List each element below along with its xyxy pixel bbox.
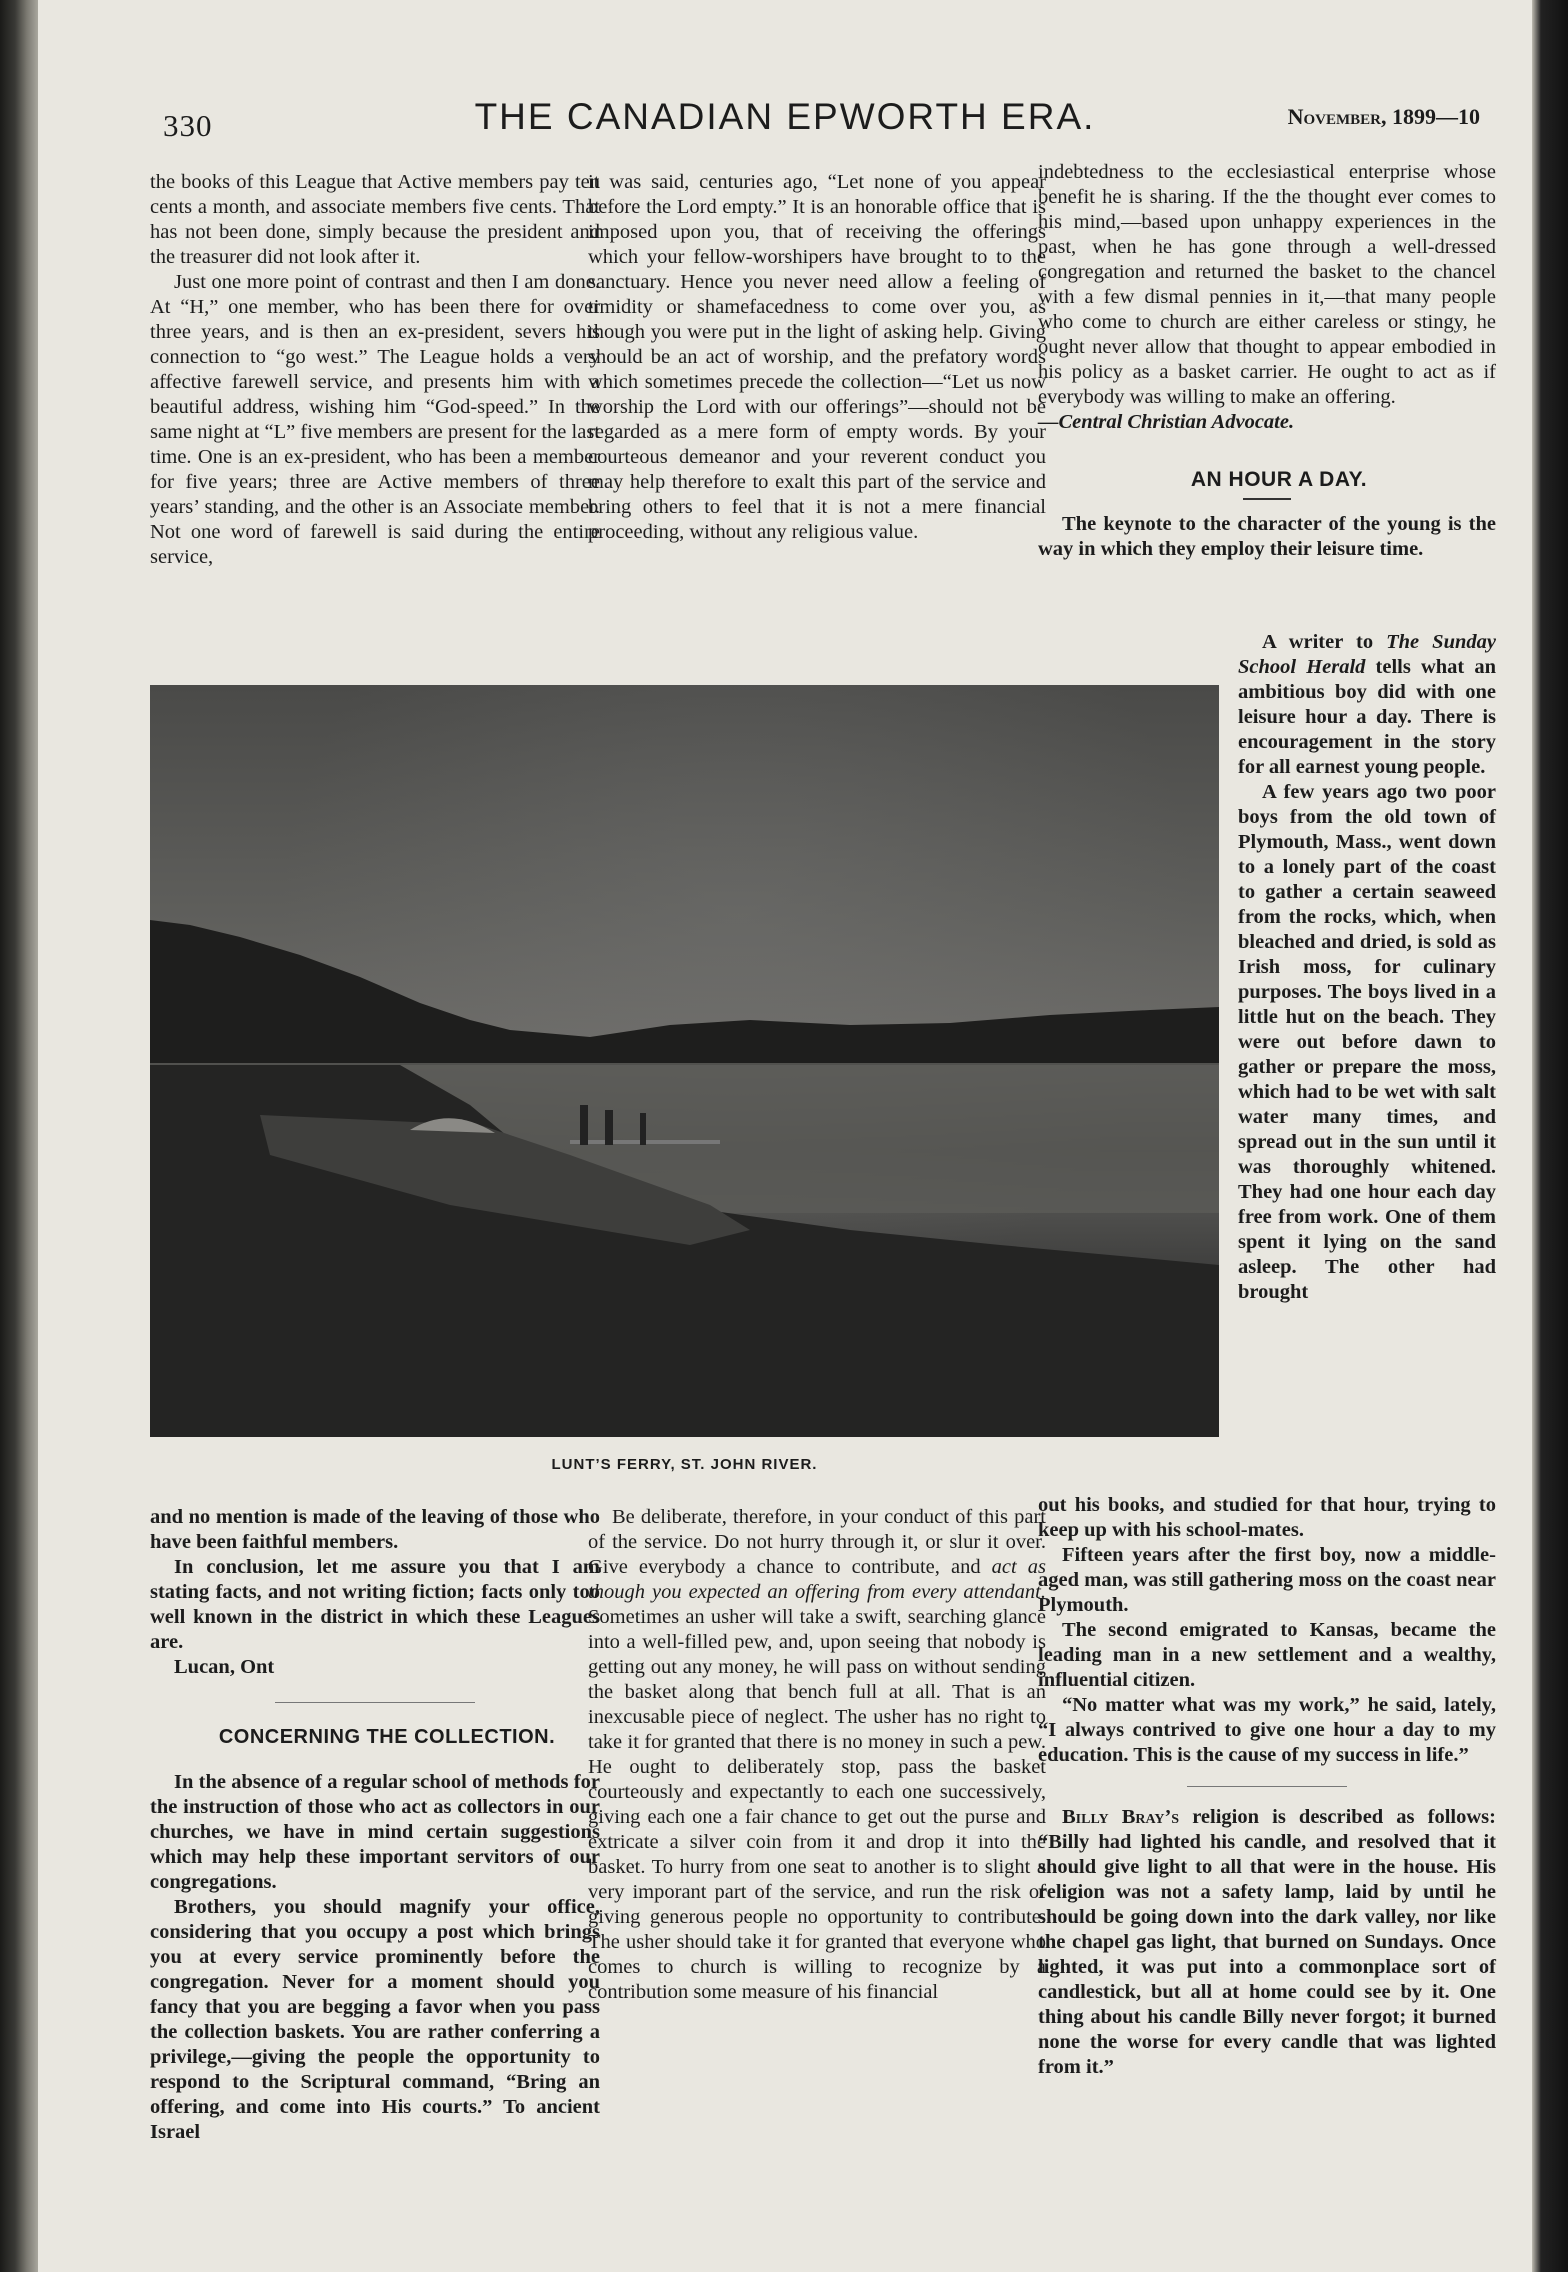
- column-3-bottom: [1038, 1493, 1496, 2080]
- section-divider: [275, 1702, 475, 1703]
- scan-edge-right: [1532, 0, 1568, 2272]
- column-2-top: [588, 170, 1046, 545]
- paragraph: A few years ago two poor boys from the old town of Plymouth, Mass., went down to a lonely part of the coast to gather a certain seaweed from the rocks, which, when bleached and dried, is sold as Irish moss, for culinary purposes. The boys lived in a little hut on the beach. They were out before dawn to gather or prepare the moss, which had to be wet with salt water many times, and spread out in the sun until it was thoroughly whitened. They had one hour each day free from work. One of them spent it lying on the sand asleep. The other had brought: [1238, 781, 1496, 1303]
- page-number: 330: [163, 108, 213, 143]
- paragraph: it was said, centuries ago, “Let none of you appear before the Lord empty.” It is an honorable office that is imposed upon you, that of receiving the offerings which your fellow-worshipers have brought to to the sanctuary. Hence you never need allow a feeling of timidity or shamefacedness to come over you, as though you were put in the light of asking help. Giving should be an act of worship, and the prefatory words which sometimes precede the collection—“Let us now worship the Lord with our offerings”—should not be regarded as a mere form of empty words. By your courteous demeanor and your reverent conduct you may help therefore to exalt this part of the service and bring others to feel that it is not a mere financial proceeding, without any religious value.: [588, 171, 1046, 543]
- paragraph: the books of this League that Active members pay ten cents a month, and associate members five cents. That has not been done, simply because the president and the treasurer did not look after it.: [150, 171, 600, 268]
- signoff: Lucan, Ont: [174, 1656, 275, 1678]
- photo-scene: [150, 685, 1219, 1437]
- tree-line: [150, 920, 1219, 1065]
- paragraph: indebtedness to the ecclesiastical enterprise whose benefit he is sharing. If the the thought ever comes to his mind,—based upon unhappy experiences in the past, when he has gone through a well-dressed congregation and returned the basket to the chancel with a few dismal pennies in it,—that many people who come to church are either careless or stingy, he ought never allow that thought to appear embodied in his policy as a basket carrier. He ought to act as if everybody was willing to make an offering.: [1038, 161, 1496, 408]
- attribution: —Central Christian Advocate.: [1038, 411, 1295, 433]
- paragraph: and no mention is made of the leaving of those who have been faithful members.: [150, 1506, 600, 1553]
- figure: [605, 1110, 613, 1145]
- section-heading-collection: CONCERNING THE COLLECTION.: [218, 1726, 556, 1748]
- magazine-page: [38, 0, 1532, 2272]
- paragraph: “No matter what was my work,” he said, lately, “I always contrived to give one hour a day to my education. This is the cause of my success in life.”: [1038, 1694, 1496, 1766]
- page-header: [38, 88, 1532, 148]
- masthead-title: THE CANADIAN EPWORTH ERA.: [474, 96, 1096, 137]
- paragraph: out his books, and studied for that hour, trying to keep up with his school-mates.: [1038, 1494, 1496, 1541]
- paragraph: Billy Bray’s religion is described as follows: “Billy had lighted his candle, and resolved that it should give light to all that were in the house. His religion was not a safety lamp, laid by until he should be going down into the dark valley, nor like the chapel gas light, that burned on Sundays. Once lighted, it was put into a commonplace sort of candlestick, but all at home could see by it. One thing about his candle Billy never forgot; it burned none the worse for every candle that was lighted from it.”: [1038, 1806, 1496, 2078]
- paragraph: Be deliberate, therefore, in your conduct of this part of the service. Do not hurry through it, or slur it over. Give everybody a chance to contribute, and act as though you expected an offering from every attendant. Sometimes an usher will take a swift, searching glance into a well-filled pew, and, upon seeing that nobody is getting out any money, he will pass on without sending the basket along that bench full at all. That is an inexcusable piece of neglect. The usher has no right to take it for granted that there is no money in such a pew. He ought to deliberately stop, pass the basket courteously and expectantly to each one successively, giving each one a fair chance to get out the purse and extricate a silver coin from it and drop it into the basket. To hurry from one seat to another is to slight a very imporant part of the service, and run the risk of giving generous people no opportunity to contribute. The usher should take it for granted that everyone who comes to church is willing to recognize by a contribution some measure of his financial: [588, 1506, 1046, 2003]
- photo-caption: LUNT’S FERRY, ST. JOHN RIVER.: [551, 1456, 818, 1473]
- paragraph: Just one more point of contrast and then I am done. At “H,” one member, who has been there for over three years, and is then an ex-president, severs his connection to “go west.” The League holds a very affective farewell service, and presents him with a beautiful address, wishing him “God-speed.” In the same night at “L” five members are present for the last time. One is an ex-president, who has been a member for five years; three are Active members of three years’ standing, and the other is an Associate member. Not one word of farewell is said during the entire service,: [150, 271, 600, 568]
- ferry-photograph: [150, 685, 1219, 1437]
- issue-date: November, 1899—10: [1287, 104, 1480, 129]
- heading-rule: [1243, 498, 1291, 500]
- paragraph: In conclusion, let me assure you that I am stating facts, and not writing fiction; facts only too well known in the district in which these Leagues are.: [150, 1556, 600, 1653]
- column-1-bottom: [150, 1505, 600, 2145]
- column-3-top: [1038, 160, 1496, 562]
- paragraph: The second emigrated to Kansas, became the leading man in a new settlement and a wealthy, influential citizen.: [1038, 1619, 1496, 1691]
- paragraph: Brothers, you should magnify your office, considering that you occupy a post which brings you at every service prominently before the congregation. Never for a moment should you fancy that you are begging a favor when you pass the collection baskets. You are rather conferring a privilege,—giving the people the opportunity to respond to the Scriptural command, “Bring an offering, and come into His courts.” To ancient Israel: [150, 1896, 600, 2143]
- paragraph: In the absence of a regular school of methods for the instruction of those who act as collectors in our churches, we have in mind certain suggestions which may help these important servitors of our congregations.: [150, 1771, 600, 1893]
- figure: [640, 1113, 646, 1145]
- paragraph: A writer to The Sunday School Herald tells what an ambitious boy did with one leisure hour a day. There is encouragement in the story for all earnest young people.: [1238, 631, 1496, 778]
- paragraph: Fifteen years after the first boy, now a middle-aged man, was still gathering moss on the coast near Plymouth.: [1038, 1544, 1496, 1616]
- scan-binding-left: [0, 0, 38, 2272]
- figure: [580, 1105, 588, 1145]
- column-3-wrap: [1238, 630, 1496, 1305]
- column-1-top: [150, 170, 600, 570]
- section-heading-hour-a-day: AN HOUR A DAY.: [1190, 468, 1368, 491]
- paragraph: The keynote to the character of the young is the way in which they employ their leisure time.: [1038, 513, 1496, 560]
- column-2-bottom: [588, 1505, 1046, 2005]
- section-divider: [1187, 1786, 1347, 1787]
